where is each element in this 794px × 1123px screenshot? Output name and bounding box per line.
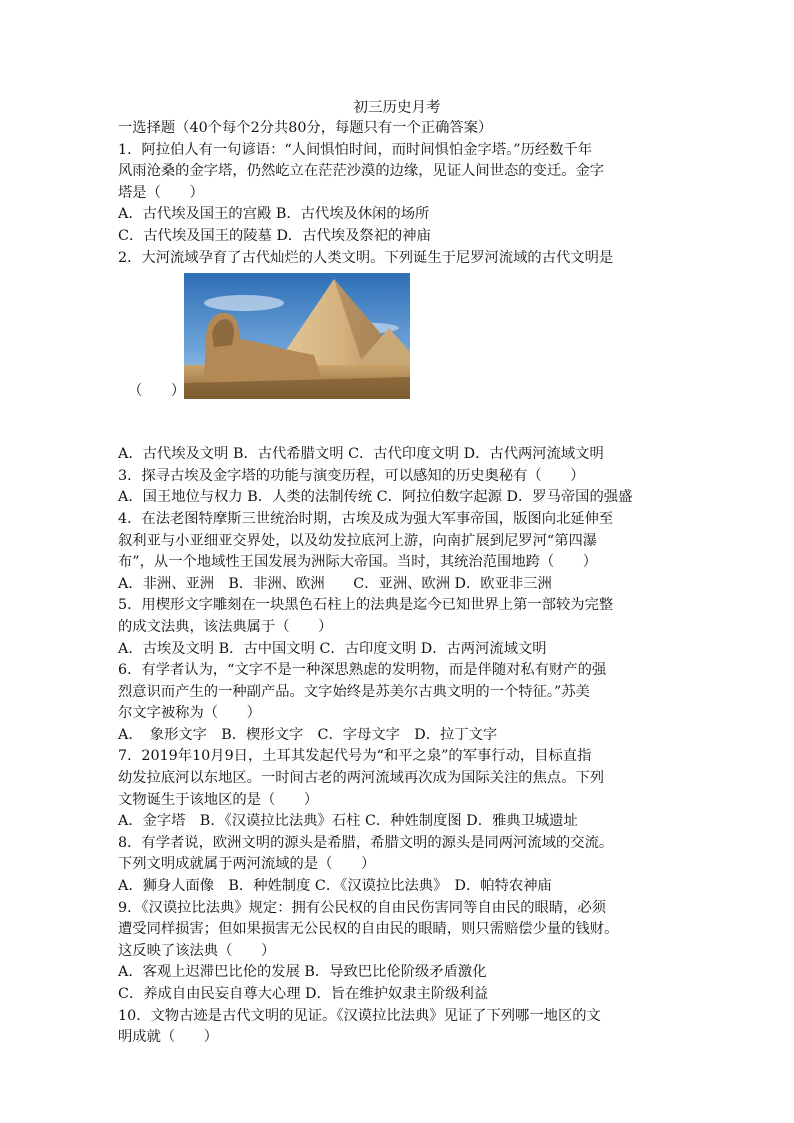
question-options: C．古代埃及国王的陵墓 D．古代埃及祭祀的神庙: [118, 227, 431, 244]
question-options: A．国王地位与权力 B．人类的法制传统 C．阿拉伯数字起源 D．罗马帝国的强盛: [118, 489, 633, 506]
question-4: [118, 509, 678, 595]
question-options: A．客观上迟滞巴比伦的发展 B．导致巴比伦阶级矛盾激化: [118, 964, 487, 981]
section-heading: 一选择题（40个每个2分共80分，每题只有一个正确答案）: [118, 120, 493, 136]
sphinx-pyramid-photo: [184, 273, 410, 399]
question-text: 6．有学者认为，“文字不是一种深思熟虑的发明物，而是伴随对私有财产的强: [118, 662, 607, 679]
question-text: 2．大河流域孕育了古代灿烂的人类文明。下列诞生于尼罗河流域的古代文明是: [118, 249, 614, 266]
question-options: A．金字塔 B．《汉谟拉比法典》石柱 C．种姓制度图 D．雅典卫城遗址: [118, 813, 578, 830]
question-6: [118, 660, 678, 746]
question-text: 幼发拉底河以东地区。一时间古老的两河流域再次成为国际关注的焦点。下列: [118, 770, 605, 787]
question-text: 7．2019年10月9日，土耳其发起代号为“和平之泉”的军事行动，目标直指: [118, 748, 592, 765]
answer-paren: （ ）: [128, 383, 186, 400]
question-text: 烈意识而产生的一种副产品。文字始终是苏美尔古典文明的一个特征。”苏美: [118, 683, 590, 700]
exam-content: [118, 118, 678, 1049]
question-options: A．狮身人面像 B．种姓制度 C．《汉谟拉比法典》 D．帕特农神庙: [118, 878, 552, 895]
figure-row: [118, 269, 678, 426]
question-text: 尔文字被称为（ ）: [118, 705, 261, 722]
question-5: [118, 595, 678, 660]
question-options: A．古埃及文明 B．古中国文明 C．古印度文明 D．古两河流域文明: [118, 640, 547, 657]
question-1: [118, 140, 678, 248]
question-8: [118, 833, 678, 898]
question-text: 4．在法老图特摩斯三世统治时期，古埃及成为强大军事帝国，版图向北延伸至: [118, 510, 614, 527]
question-text: 文物诞生于该地区的是（ ）: [118, 791, 319, 808]
question-text: 10．文物古迹是古代文明的见证。《汉谟拉比法典》见证了下列哪一地区的文: [118, 1007, 601, 1024]
question-options: A．古代埃及国王的宫殿 B．古代埃及休闲的场所: [118, 206, 430, 223]
question-options: A．非洲、亚洲 B．非洲、欧洲 C．亚洲、欧洲 D．欧亚非三洲: [118, 575, 552, 592]
question-10: [118, 1006, 678, 1049]
question-text: 下列文明成就属于两河流域的是（ ）: [118, 856, 376, 873]
question-text: 明成就（ ）: [118, 1029, 219, 1046]
question-9: [118, 898, 678, 1006]
question-text: 9．《汉谟拉比法典》规定：拥有公民权的自由民伤害同等自由民的眼睛，必须: [118, 899, 607, 916]
question-text: 1．阿拉伯人有一句谚语：“人间惧怕时间，而时间惧怕金字塔。”历经数千年: [118, 141, 593, 158]
question-text: 5．用楔形文字雕刻在一块黑色石柱上的法典是迄今已知世界上第一部较为完整: [118, 597, 614, 614]
question-text: 塔是（ ）: [118, 184, 204, 201]
question-3: [118, 466, 678, 509]
question-options: C．养成自由民妄自尊大心理 D．旨在维护奴隶主阶级利益: [118, 986, 489, 1002]
question-text: 的成文法典，该法典属于（ ）: [118, 618, 333, 635]
question-text: 这反映了该法典（ ）: [118, 942, 276, 959]
question-options: A．古代埃及文明 B．古代希腊文明 C．古代印度文明 D．古代两河流域文明: [118, 446, 604, 463]
question-text: 布”，从一个地域性王国发展为洲际大帝国。当时，其统治范围地跨（ ）: [118, 554, 598, 571]
question-2: [118, 248, 678, 466]
question-text: 3．探寻古埃及金字塔的功能与演变历程，可以感知的历史奥秘有（ ）: [118, 467, 585, 484]
question-text: 叙利亚与小亚细亚交界处，以及幼发拉底河上游，向南扩展到尼罗河“第四瀑: [118, 532, 598, 549]
sphinx-pyramid-illustration: [184, 273, 410, 399]
page-title: 初三历史月考: [353, 100, 441, 116]
question-text: 遭受同样损害；但如果损害无公民权的自由民的眼睛，则只需赔偿少量的钱财。: [118, 921, 619, 938]
question-7: [118, 746, 678, 832]
question-options: A． 象形文字 B．楔形文字 C．字母文字 D．拉丁文字: [118, 726, 498, 743]
question-text: 风雨沧桑的金字塔，仍然屹立在茫茫沙漠的边缘，见证人间世态的变迁。金字: [118, 163, 605, 180]
question-text: 8．有学者说，欧洲文明的源头是希腊，希腊文明的源头是同两河流域的交流。: [118, 834, 614, 851]
